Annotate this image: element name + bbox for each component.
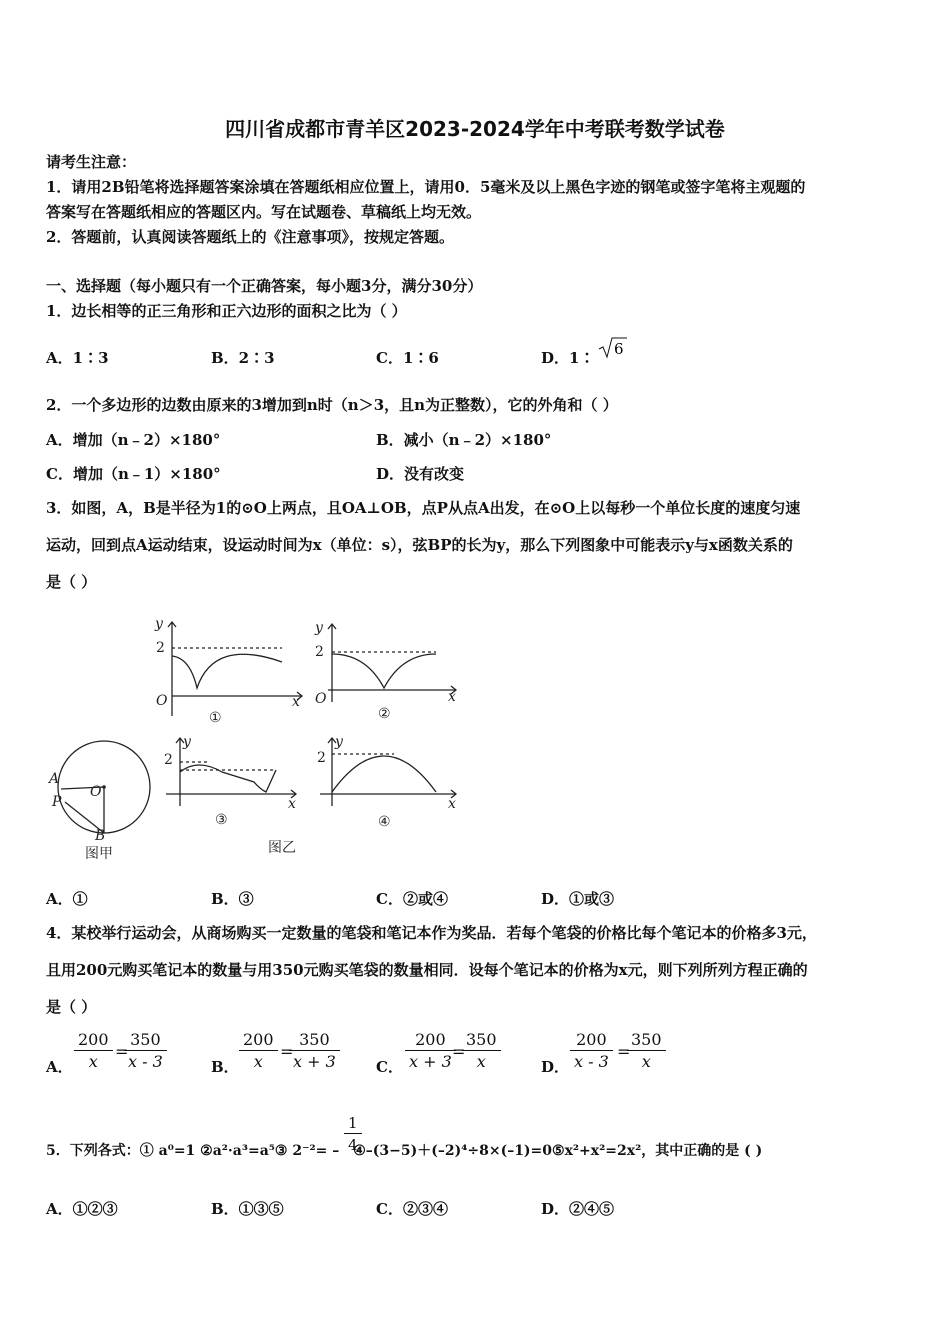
q4-a-right-num: 350 (124, 1030, 167, 1051)
q4-b-equals: = (280, 1042, 294, 1061)
q5-fraction-den: 4 (348, 1136, 358, 1154)
q4-b-right-num: 350 (289, 1030, 340, 1051)
section-heading: 一、选择题（每小题只有一个正确答案，每小题3分，满分30分） (46, 277, 483, 295)
q5-option-c[interactable]: C．②③④ (376, 1200, 448, 1218)
q4-b-left-num: 200 (239, 1030, 278, 1051)
q2-option-c[interactable]: C．增加（n﹣1）×180° (46, 465, 221, 483)
q4-line-2: 且用200元购买笔记本的数量与用350元购买笔袋的数量相同．设每个笔记本的价格为x元，则下列所列方程正确的 (46, 961, 808, 979)
q4-c-left-den: x + 3 (409, 1052, 452, 1071)
notice-heading: 请考生注意： (46, 153, 137, 171)
g4-curve (332, 756, 436, 792)
q4-a-left-num: 200 (74, 1030, 113, 1051)
caption-figure-b: 图乙 (268, 840, 296, 856)
q4-option-c[interactable]: C． (376, 1058, 403, 1076)
q5-option-d[interactable]: D．②④⑤ (541, 1200, 615, 1218)
q4-b-right-fraction (289, 1030, 340, 1073)
g4-x-label: x (448, 796, 456, 812)
q3-line-2: 运动，回到点A运动结束，设运动时间为x（单位：s），弦BP的长为y，那么下列图象中可能表示y与x函数关系的 (46, 536, 793, 554)
g2-origin: O (315, 691, 327, 707)
g2-x-label: x (448, 689, 456, 705)
notice-line-3: 2．答题前，认真阅读答题纸上的《注意事项》，按规定答题。 (46, 228, 454, 246)
q4-c-right-num: 350 (462, 1030, 501, 1051)
q1-option-b[interactable]: B．2∶3 (211, 349, 275, 367)
q3-figure (44, 612, 464, 866)
g4-tick-2: 2 (317, 750, 326, 766)
notice-line-1: 1．请用2B铅笔将选择题答案涂填在答题纸相应位置上，请用0．5毫米及以上黑色字迹的钢笔或签字笔将主观题的 (46, 178, 806, 196)
page-title: 四川省成都市青羊区2023-2024学年中考联考数学试卷 (225, 117, 725, 141)
g1-x-label: x (292, 694, 300, 710)
q3-line-3: 是（ ） (46, 573, 97, 591)
q4-option-b[interactable]: B． (211, 1058, 239, 1076)
q4-c-left-fraction (405, 1030, 456, 1073)
q4-a-right-den: x - 3 (128, 1052, 163, 1071)
q3-option-d[interactable]: D．①或③ (541, 890, 615, 908)
q4-b-right-den: x + 3 (293, 1052, 336, 1071)
g3-y-label: y (183, 734, 191, 750)
q5-part-2: ④–(3−5)＋(–2)⁴÷8×(–1)=0⑤x²+x²=2x²，其中正确的是 ( ) (353, 1143, 763, 1159)
q3-line-1: 3．如图，A，B是半径为1的⊙O上两点，且OA⊥OB，点P从点A出发，在⊙O上以每秒一个单位长度的速度匀速 (46, 499, 801, 517)
q4-d-left-num: 200 (570, 1030, 613, 1051)
q2-stem: 2．一个多边形的边数由原来的3增加到n时（n＞3，且n为正整数），它的外角和（ ） (46, 396, 618, 414)
q3-option-c[interactable]: C．②或④ (376, 890, 448, 908)
q1-option-c[interactable]: C．1∶6 (376, 349, 439, 367)
sqrt-symbol (598, 336, 628, 360)
point-a-label: A (49, 771, 60, 787)
q3-option-b[interactable]: B．③ (211, 890, 254, 908)
sqrt-radicand: 6 (614, 340, 624, 358)
notice-line-2: 答案写在答题纸相应的答题区内。写在试题卷、草稿纸上均无效。 (46, 203, 482, 221)
graph-4-label: ④ (378, 814, 391, 830)
q4-a-right-fraction (124, 1030, 167, 1073)
q1-stem: 1．边长相等的正三角形和正六边形的面积之比为（ ） (46, 302, 407, 320)
q4-d-right-num: 350 (627, 1030, 666, 1051)
q4-option-d[interactable]: D． (541, 1058, 570, 1076)
q4-b-left-den: x (253, 1052, 263, 1071)
q4-a-equals: = (115, 1042, 129, 1061)
q4-d-right-den: x (641, 1052, 651, 1071)
g1-y-label: y (155, 616, 163, 632)
q2-option-a[interactable]: A．增加（n﹣2）×180° (46, 431, 221, 449)
q4-d-left-den: x - 3 (574, 1052, 609, 1071)
q4-d-equals: = (617, 1042, 631, 1061)
g1-origin: O (156, 693, 168, 709)
g2-y-label: y (315, 620, 323, 636)
q5-option-a[interactable]: A．①②③ (46, 1200, 118, 1218)
q5-fraction-num: 1 (344, 1113, 362, 1134)
g1-tick-2: 2 (156, 640, 165, 656)
q4-a-left-fraction (74, 1030, 113, 1073)
graph-1-label: ① (209, 710, 222, 726)
q5-prefix: 5．下列各式： (46, 1143, 140, 1159)
g2-tick-2: 2 (315, 644, 324, 660)
q5-fraction (344, 1113, 362, 1156)
caption-figure-a: 图甲 (85, 846, 113, 862)
q5-part-1: ① a⁰=1 ②a²·a³=a⁵③ 2⁻²= – (139, 1143, 340, 1159)
q4-d-left-fraction (570, 1030, 613, 1073)
q1-option-a[interactable]: A．1∶3 (46, 349, 109, 367)
q4-c-equals: = (452, 1042, 466, 1061)
g1-curve (172, 654, 282, 688)
q4-c-right-fraction (462, 1030, 501, 1073)
point-p-label: P (52, 794, 62, 810)
q3-option-a[interactable]: A．① (46, 890, 88, 908)
g2-curve (332, 654, 436, 688)
q4-line-3: 是（ ） (46, 998, 97, 1016)
q1-option-d[interactable] (541, 347, 594, 368)
q4-option-a[interactable]: A． (46, 1058, 73, 1076)
center-dot (102, 785, 106, 789)
q1-option-d-prefix: D．1∶ (541, 349, 595, 367)
q4-c-right-den: x (476, 1052, 486, 1071)
point-o-label: O (90, 784, 102, 800)
g3-x-label: x (288, 796, 296, 812)
q4-a-left-den: x (88, 1052, 98, 1071)
g3-curve (180, 765, 276, 792)
point-b-label: B (95, 828, 106, 844)
q2-option-d[interactable]: D．没有改变 (376, 465, 465, 483)
q4-c-left-num: 200 (405, 1030, 456, 1051)
q2-option-b[interactable]: B．减小（n﹣2）×180° (376, 431, 552, 449)
g3-tick-2: 2 (164, 752, 173, 768)
q5-stem (46, 1141, 762, 1161)
graph-2-label: ② (378, 706, 391, 722)
graph-3-label: ③ (215, 812, 228, 828)
q4-d-right-fraction (627, 1030, 666, 1073)
q5-option-b[interactable]: B．①③⑤ (211, 1200, 284, 1218)
q4-line-1: 4．某校举行运动会，从商场购买一定数量的笔袋和笔记本作为奖品．若每个笔袋的价格比每个笔记本的价格多3元， (46, 924, 817, 942)
q4-b-left-fraction (239, 1030, 278, 1073)
g4-y-label: y (335, 734, 343, 750)
